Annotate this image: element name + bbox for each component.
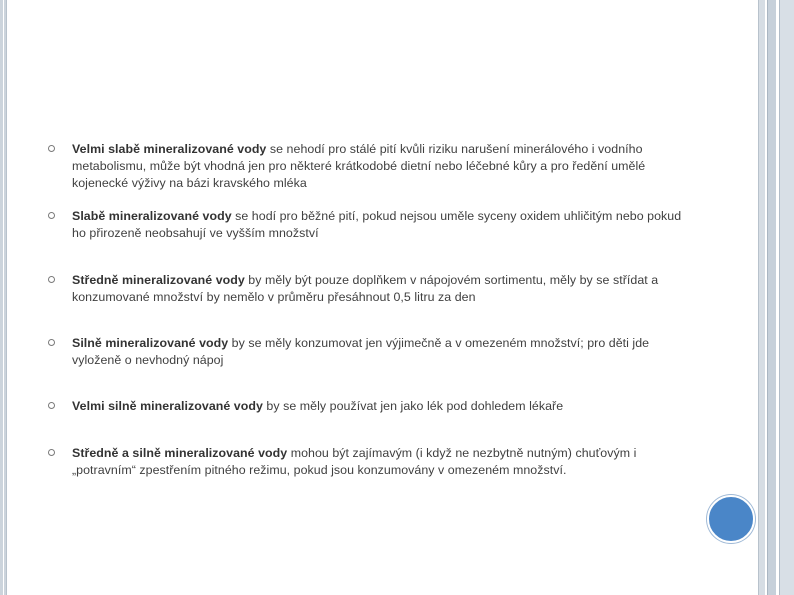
item-text: mohou být zajímavým (i když ne nezbytně nutným) chuťovým i „potravním“ zpestřením pitného režimu, pokud jsou konzumovány v omezeném množství. bbox=[72, 446, 637, 477]
list-item bbox=[48, 445, 688, 479]
right-frame-band-2 bbox=[767, 0, 776, 595]
item-term: Silně mineralizované vody bbox=[72, 336, 229, 350]
left-frame-border bbox=[0, 0, 7, 595]
bullet-circle-icon bbox=[48, 339, 55, 346]
item-text: by se měly používat jen jako lék pod dohledem lékaře bbox=[262, 399, 564, 413]
bullet-circle-icon bbox=[48, 212, 55, 219]
item-text: se nehodí pro stálé pití kvůli riziku narušení minerálového i vodního metabolismu, může být vhodná jen pro některé krátkodobé dietní nebo léčebné kůry a pro ředění umělé kojenecké výživy na bázi kravského mléka bbox=[72, 142, 646, 190]
item-text: se hodí pro běžné pití, pokud nejsou uměle syceny oxidem uhličitým nebo pokud ho přirozeně neobsahují ve vyšším množství bbox=[72, 209, 682, 240]
item-term: Středně mineralizované vody bbox=[72, 273, 245, 287]
item-term: Velmi slabě mineralizované vody bbox=[72, 142, 267, 156]
right-frame-band-3 bbox=[779, 0, 794, 595]
list-item bbox=[48, 272, 688, 306]
list-item bbox=[48, 141, 688, 192]
right-frame-gap-1 bbox=[765, 0, 766, 595]
item-term: Velmi silně mineralizované vody bbox=[72, 399, 263, 413]
decorative-circle-icon bbox=[707, 495, 755, 543]
item-term: Středně a silně mineralizované vody bbox=[72, 446, 288, 460]
bullet-circle-icon bbox=[48, 449, 55, 456]
right-frame-band-1 bbox=[758, 0, 765, 595]
bullet-circle-icon bbox=[48, 276, 55, 283]
list-item bbox=[48, 208, 688, 242]
item-text: by se měly konzumovat jen výjimečně a v omezeném množství; pro děti jde vyloženě o nevhodný nápoj bbox=[72, 336, 650, 367]
bullet-circle-icon bbox=[48, 402, 55, 409]
item-term: Slabě mineralizované vody bbox=[72, 209, 232, 223]
left-frame-line bbox=[3, 0, 4, 595]
list-item bbox=[48, 398, 688, 415]
list-item bbox=[48, 335, 688, 369]
bullet-circle-icon bbox=[48, 145, 55, 152]
bullet-list bbox=[48, 141, 688, 479]
right-frame-gap-2 bbox=[776, 0, 778, 595]
item-text: by měly být pouze doplňkem v nápojovém sortimentu, měly by se střídat a konzumované množství by nemělo v průměru přesáhnout 0,5 litru za den bbox=[72, 273, 659, 304]
